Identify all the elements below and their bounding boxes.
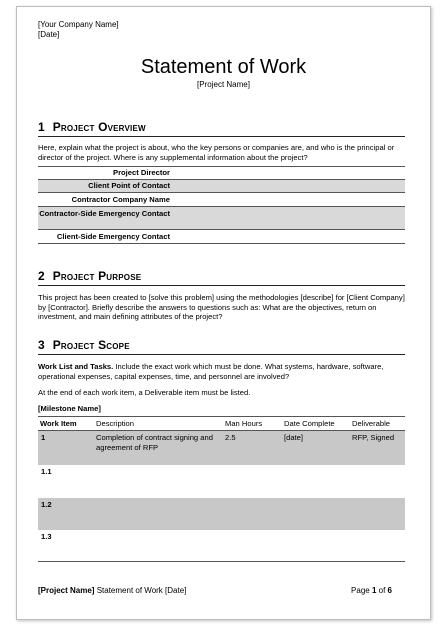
- row-label: Client Point of Contact: [88, 181, 170, 190]
- row-label: Contractor-Side Emergency Contact: [39, 209, 170, 218]
- column-header: Description: [96, 419, 134, 428]
- table-row: [38, 465, 405, 498]
- footer-doc-name: Statement of Work [Date]: [96, 586, 187, 595]
- section-number: 1: [38, 120, 45, 134]
- table-row: [38, 193, 405, 206]
- header-date: [Date]: [38, 30, 60, 39]
- table-rule: [38, 416, 405, 417]
- column-header: Work Item: [40, 419, 77, 428]
- row-label: Contractor Company Name: [71, 195, 170, 204]
- page-current: 1: [371, 586, 377, 595]
- section-1-text: Here, explain what the project is about, who the key persons or companies are, and who is the principal or director of the project. Where is any supplemental information about the project?: [38, 143, 395, 162]
- footer-project-name: [Project Name]: [38, 586, 95, 595]
- table-row: [38, 230, 405, 243]
- milestone-name: [Milestone Name]: [38, 404, 101, 413]
- section-title: Project Purpose: [52, 269, 142, 283]
- company-name: [Your Company Name]: [38, 20, 119, 29]
- page-word: Page: [351, 586, 370, 595]
- section-title: Project Overview: [52, 120, 146, 134]
- table-row: [38, 431, 405, 465]
- table-row: [38, 180, 405, 192]
- page-number: [351, 586, 392, 595]
- section-number: 2: [38, 269, 45, 283]
- page-total: 6: [387, 586, 392, 595]
- table-rule: [38, 243, 405, 244]
- document-page: [16, 6, 431, 620]
- table-row: [38, 167, 405, 179]
- table-rule: [38, 561, 405, 562]
- page-of: of: [378, 586, 386, 595]
- document-title: Statement of Work: [140, 56, 307, 78]
- section-number: 3: [38, 338, 45, 352]
- description-cell: Completion of contract signing and agreement of RFP: [96, 433, 213, 452]
- column-header: Date Complete: [284, 419, 335, 428]
- footer-project: [38, 586, 186, 595]
- work-item-cell: 1.2: [41, 500, 52, 509]
- work-item-cell: 1.3: [41, 532, 52, 541]
- work-list-lead: Work List and Tasks.: [38, 362, 114, 371]
- row-label: Client-Side Emergency Contact: [56, 232, 170, 241]
- table-row: [38, 530, 405, 560]
- table-row: [38, 498, 405, 530]
- column-header: Man Hours: [225, 419, 263, 428]
- work-list-text: Include the exact work which must be done. What systems, hardware, software, operational expenses, capital expenses, time, and personnel are involved?: [38, 362, 384, 381]
- section-2-heading: [38, 268, 405, 286]
- column-header: Deliverable: [352, 419, 390, 428]
- section-1-heading: [38, 119, 405, 137]
- work-item-cell: 1.1: [41, 467, 52, 476]
- work-item-cell: 1: [41, 433, 46, 442]
- section-3-text: [38, 362, 405, 381]
- deliverable-cell: RFP, Signed: [352, 433, 395, 442]
- date-complete-cell: [date]: [284, 433, 303, 442]
- row-label: Project Director: [113, 168, 170, 177]
- table-row: [38, 207, 405, 229]
- project-name-subtitle: [Project Name]: [197, 80, 250, 89]
- man-hours-cell: 2.5: [225, 433, 236, 442]
- deliverable-note: At the end of each work item, a Deliverable item must be listed.: [38, 388, 251, 397]
- section-2-text: This project has been created to [solve this problem] using the methodologies [describe] for [Client Company] by [Contractor]. Briefly describe the answers to questions such as: What are the objectives, return on investment, and main defining attributes of the project?: [38, 293, 405, 321]
- section-title: Project Scope: [52, 338, 130, 352]
- section-3-heading: [38, 337, 405, 355]
